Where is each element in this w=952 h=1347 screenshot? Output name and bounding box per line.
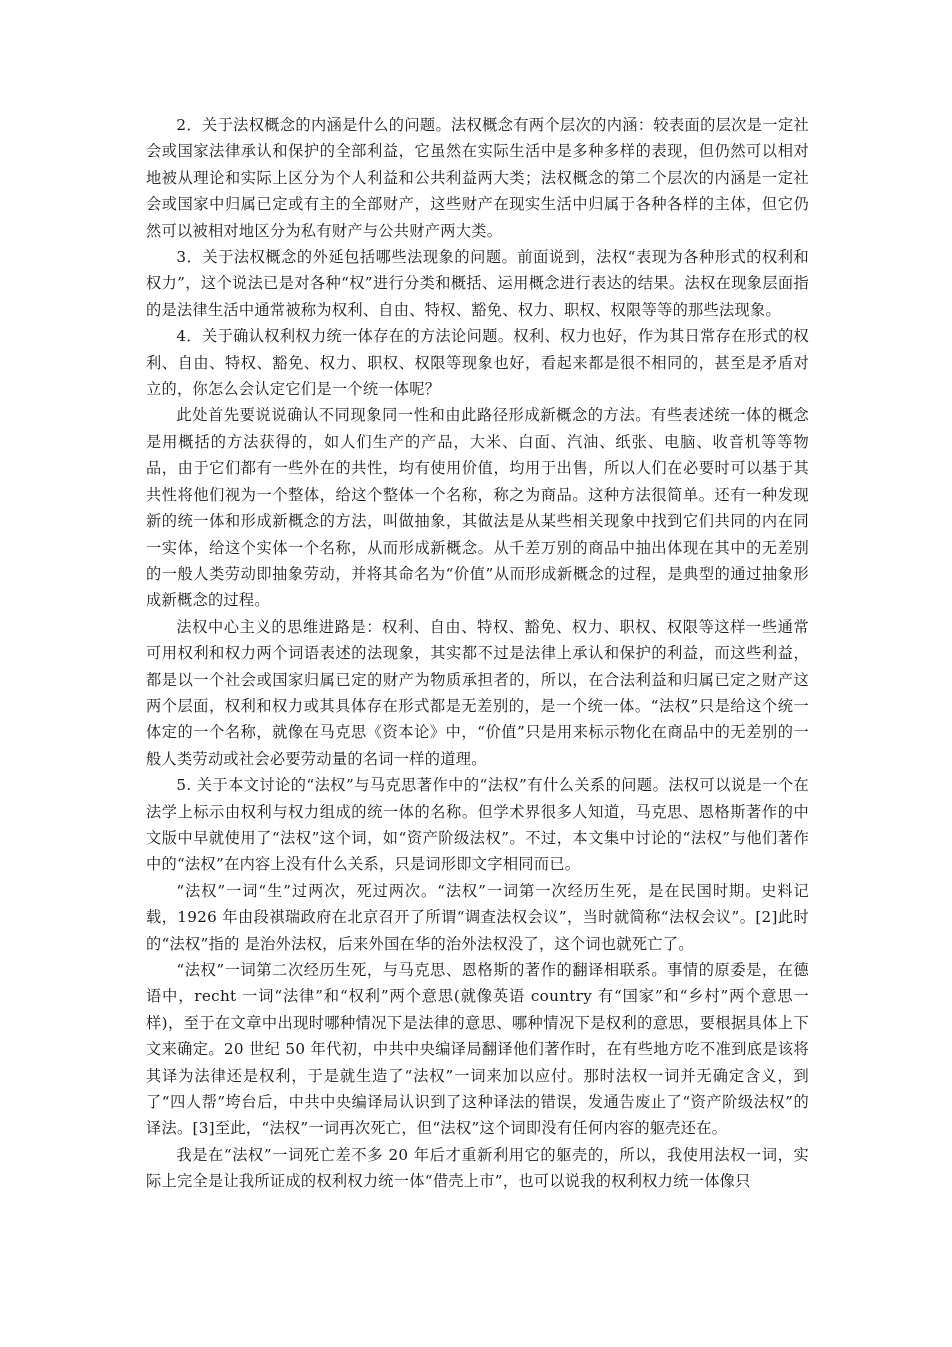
document-body [146,112,809,1195]
paragraph-reuse-shell: 我是在“法权”一词死亡差不多 20 年后才重新利用它的躯壳的，所以，我使用法权一词，实际上完全是让我所证成的权利权力统一体“借壳上市”，也可以说我的权利权力统一体像只 [146,1145,809,1191]
paragraph-item-5-marx: 5. 关于本文讨论的“法权”与马克思著作中的“法权”有什么关系的问题。法权可以说是一个在法学上标示由权利与权力组成的统一体的名称。但学术界很多人知道，马克思、恩格斯著作的中文版中早就使用了“法权”这个词，如“资产阶级法权”。不过，本文集中讨论的“法权”与他们著作中的“法权”在内容上没有什么关系，只是词形即文字相同而已。 [146,776,809,874]
paragraph-first-life-death: “法权”一词“生”过两次，死过两次。“法权”一词第一次经历生死，是在民国时期。史料记载，1926 年由段祺瑞政府在北京召开了所谓“调查法权会议”，当时就简称“法权会议”。[2]此时的“法权”指的 是治外法权，后来外国在华的治外法权没了，这个词也就死亡了。 [146,881,809,953]
paragraph-abstraction-method: 此处首先要说说确认不同现象同一性和由此路径形成新概念的方法。有些表述统一体的概念是用概括的方法获得的，如人们生产的产品，大米、白面、汽油、纸张、电脑、收音机等等物品，由于它们都有一些外在的共性，均有使用价值，均用于出售，所以人们在必要时可以基于其共性将他们视为一个整体，给这个整体一个名称，称之为商品。这种方法很简单。还有一种发现新的统一体和形成新概念的方法，叫做抽象，其做法是从某些相关现象中找到它们共同的内在同一实体，给这个实体一个名称，从而形成新概念。从千差万别的商品中抽出体现在其中的无差别的一般人类劳动即抽象劳动，并将其命名为“价值”从而形成新概念的过程，是典型的通过抽象形成新概念的过程。 [146,406,809,610]
paragraph-faquan-centrism: 法权中心主义的思维进路是：权利、自由、特权、豁免、权力、职权、权限等这样一些通常可用权利和权力两个词语表述的法现象，其实都不过是法律上承认和保护的利益，而这些利益，都是以一个社会或国家归属已定的财产为物质承担者的，所以，在合法利益和归属已定之财产这两个层面，权利和权力或其具体存在形式都是无差别的，是一个统一体。“法权”只是给这个统一体定的一个名称，就像在马克思《资本论》中，“价值”只是用来标示物化在商品中的无差别的一般人类劳动或社会必要劳动量的名词一样的道理。 [146,617,809,768]
paragraph-second-life-death: “法权”一词第二次经历生死，与马克思、恩格斯的著作的翻译相联系。事情的原委是，在德语中，recht 一词“法律”和“权利”两个意思(就像英语 country 有“国家”和“乡村”两个意思一样)，至于在文章中出现时哪种情况下是法律的意思、哪种情况下是权利的意思，要根据具体上下文来确定。20 世纪 50 年代初，中共中央编译局翻译他们著作时，在有些地方吃不准到底是该将其译为法律还是权利，于是就生造了“法权”一词来加以应付。那时法权一词并无确定含义，到了“四人帮”垮台后，中共中央编译局认识到了这种译法的错误，发通告废止了“资产阶级法权”的译法。[3]至此，“法权”一词再次死亡，但“法权”这个词即没有任何内容的躯壳还在。 [146,961,809,1138]
paragraph-item-2-intension: 2．关于法权概念的内涵是什么的问题。法权概念有两个层次的内涵：较表面的层次是一定社会或国家法律承认和保护的全部利益，它虽然在实际生活中是多种多样的表现，但仍然可以相对地被从理论和实际上区分为个人利益和公共利益两大类；法权概念的第二个层次的内涵是一定社会或国家中归属已定或有主的全部财产，这些财产在现实生活中归属于各种各样的主体，但它仍然可以被相对地区分为私有财产与公共财产两大类。 [146,116,809,240]
paragraph-item-4-methodology: 4．关于确认权利权力统一体存在的方法论问题。权利、权力也好，作为其日常存在形式的权利、自由、特权、豁免、权力、职权、权限等现象也好，看起来都是很不相同的，甚至是矛盾对立的，你怎么会认定它们是一个统一体呢？ [146,327,809,399]
paragraph-item-3-extension: 3．关于法权概念的外延包括哪些法现象的问题。前面说到，法权“表现为各种形式的权利和权力”，这个说法已是对各种“权”进行分类和概括、运用概念进行表达的结果。法权在现象层面指的是法律生活中通常被称为权利、自由、特权、豁免、权力、职权、权限等等的那些法现象。 [146,248,809,319]
